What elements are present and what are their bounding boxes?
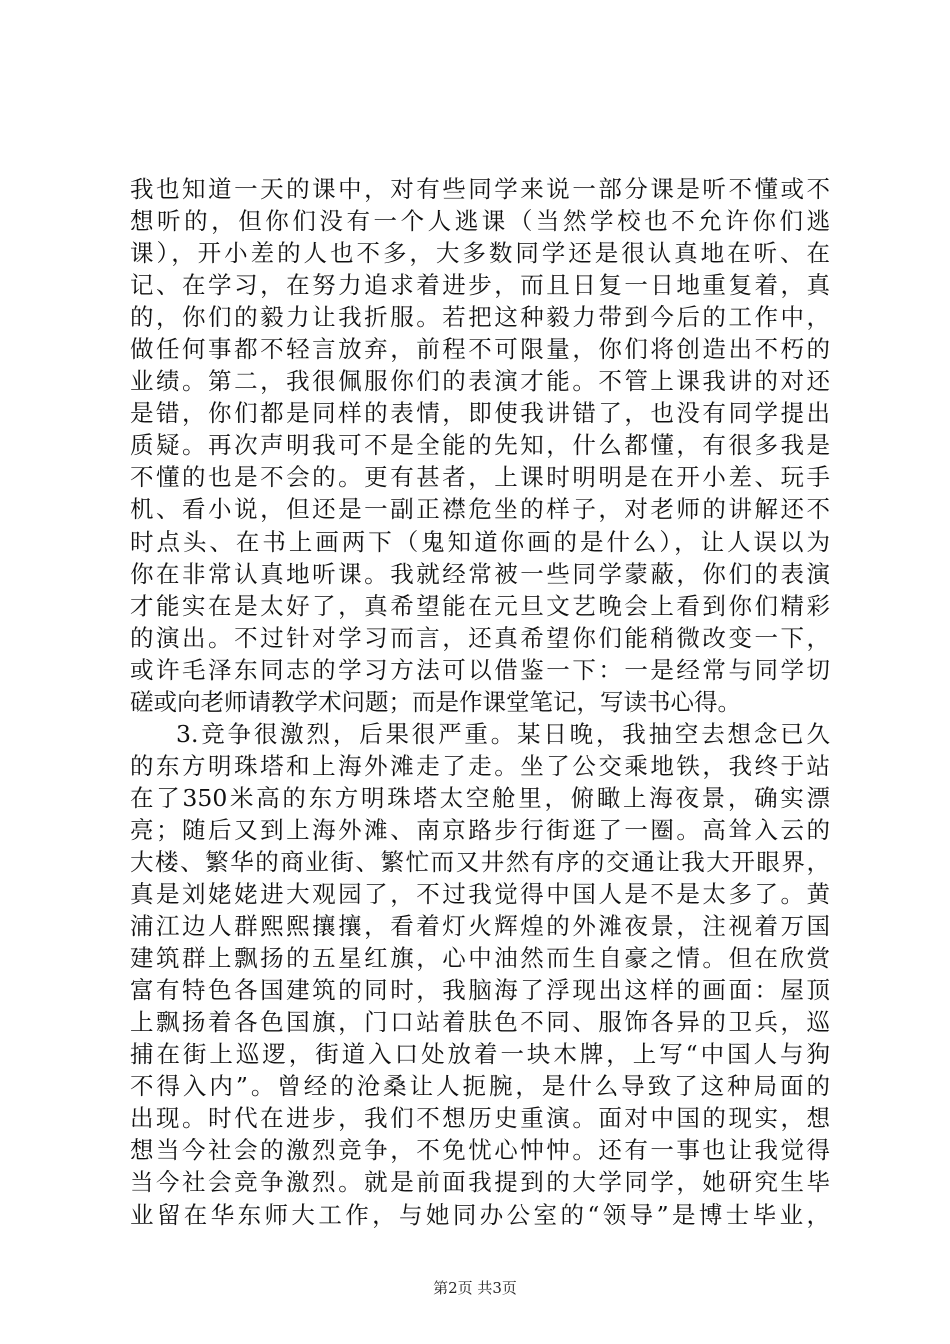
section-heading-line: 3.竞争很激烈，后果很严重。某日晚，我抽空去想念已久 <box>176 719 830 748</box>
text-line: 业留在华东师大工作，与她同办公室的“领导”是博士毕业， <box>130 1200 830 1229</box>
text-line: 浦江边人群熙熙攘攘，看着灯火辉煌的外滩夜景，注视着万国 <box>130 912 830 941</box>
text-line: 的演出。不过针对学习而言，还真希望你们能稍微改变一下， <box>130 623 830 652</box>
text-line: 想当今社会的激烈竞争，不免忧心忡忡。还有一事也让我觉得 <box>130 1136 830 1165</box>
text-line: 富有特色各国建筑的同时，我脑海了浮现出这样的画面：屋顶 <box>130 976 830 1005</box>
text-line: 建筑群上飘扬的五星红旗，心中油然而生自豪之情。但在欣赏 <box>130 944 830 973</box>
text-line: 大楼、繁华的商业街、繁忙而又井然有序的交通让我大开眼界， <box>130 847 830 876</box>
body-text <box>130 173 830 1231</box>
text-line: 上飘扬着各色国旗，门口站着肤色不同、服饰各异的卫兵，巡 <box>130 1008 830 1037</box>
text-line: 磋或向老师请教学术问题；而是作课堂笔记，写读书心得。 <box>130 687 741 716</box>
text-line: 亮；随后又到上海外滩、南京路步行街逛了一圈。高耸入云的 <box>130 815 830 844</box>
text-line: 做任何事都不轻言放弃，前程不可限量，你们将创造出不朽的 <box>130 335 830 364</box>
text-line: 课），开小差的人也不多，大多数同学还是很认真地在听、在 <box>130 239 830 268</box>
text-line: 在了350米高的东方明珠塔太空舱里，俯瞰上海夜景，确实漂 <box>130 783 830 812</box>
text-line: 真是刘姥姥进大观园了，不过我觉得中国人是不是太多了。黄 <box>130 880 830 909</box>
text-line: 的东方明珠塔和上海外滩走了走。坐了公交乘地铁，我终于站 <box>130 751 830 780</box>
text-line: 不得入内”。曾经的沧桑让人扼腕，是什么导致了这种局面的 <box>130 1072 830 1101</box>
text-line: 才能实在是太好了，真希望能在元旦文艺晚会上看到你们精彩 <box>130 591 830 620</box>
text-line: 想听的，但你们没有一个人逃课（当然学校也不允许你们逃 <box>130 207 830 236</box>
text-line: 质疑。再次声明我可不是全能的先知，什么都懂，有很多我是 <box>130 431 830 460</box>
text-line: 不懂的也是不会的。更有甚者，上课时明明是在开小差、玩手 <box>130 463 830 492</box>
text-line: 业绩。第二，我很佩服你们的表演才能。不管上课我讲的对还 <box>130 367 830 396</box>
text-line: 记、在学习，在努力追求着进步，而且日复一日地重复着，真 <box>130 271 830 300</box>
text-line: 捕在街上巡逻，街道入口处放着一块木牌，上写“中国人与狗 <box>130 1040 830 1069</box>
page-number-footer: 第2页 共3页 <box>433 1279 517 1297</box>
text-line: 的，你们的毅力让我折服。若把这种毅力带到今后的工作中， <box>130 303 830 332</box>
text-line: 或许毛泽东同志的学习方法可以借鉴一下：一是经常与同学切 <box>130 655 830 684</box>
text-line: 你在非常认真地听课。我就经常被一些同学蒙蔽，你们的表演 <box>130 559 830 588</box>
text-line: 出现。时代在进步，我们不想历史重演。面对中国的现实，想 <box>130 1104 830 1133</box>
text-line: 是错，你们都是同样的表情，即使我讲错了，也没有同学提出 <box>130 399 830 428</box>
text-line: 时点头、在书上画两下（鬼知道你画的是什么），让人误以为 <box>130 527 830 556</box>
text-line: 我也知道一天的课中，对有些同学来说一部分课是听不懂或不 <box>130 175 830 203</box>
text-line: 机、看小说，但还是一副正襟危坐的样子，对老师的讲解还不 <box>130 495 830 524</box>
text-line: 当今社会竞争激烈。就是前面我提到的大学同学，她研究生毕 <box>130 1168 830 1197</box>
